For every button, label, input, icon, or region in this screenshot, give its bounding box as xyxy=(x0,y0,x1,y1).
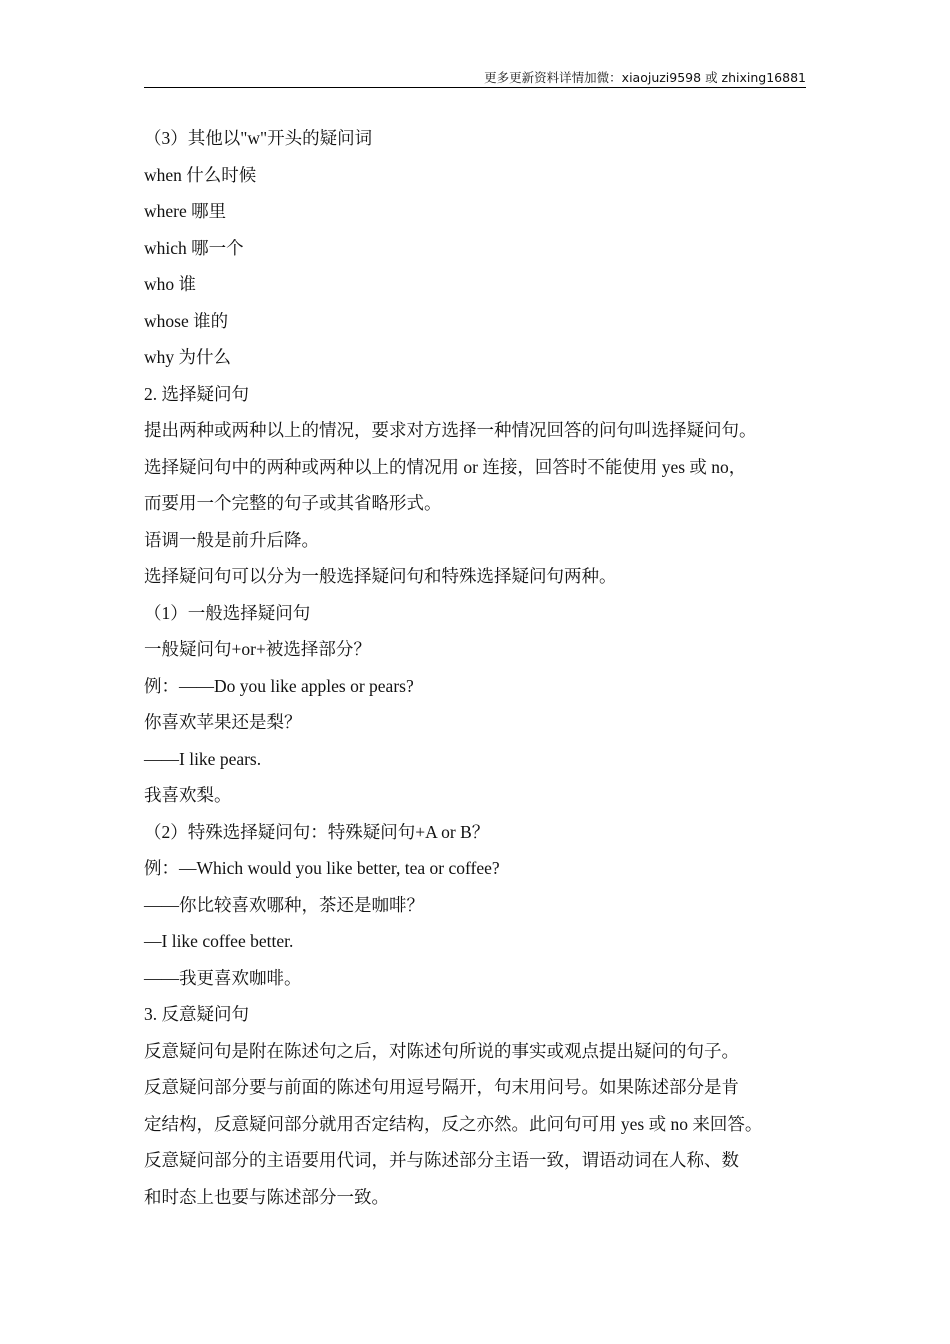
paragraph-line: 定结构，反意疑问部分就用否定结构，反之亦然。此问句可用 yes 或 no 来回答。 xyxy=(144,1113,763,1134)
example-translation: ——我更喜欢咖啡。 xyxy=(144,967,302,988)
section-heading-alternative-questions: 2. 选择疑问句 xyxy=(144,383,249,404)
paragraph-line: 反意疑问句是附在陈述句之后，对陈述句所说的事实或观点提出疑问的句子。 xyxy=(144,1040,739,1061)
vocab-why: why 为什么 xyxy=(144,347,232,367)
subheading-w-question-words: （3）其他以"w"开头的疑问词 xyxy=(144,128,373,148)
subheading-special-alternative: （2）特殊选择疑问句：特殊疑问句+A or B？ xyxy=(144,821,490,842)
formula-line: 一般疑问句+or+被选择部分？ xyxy=(144,639,371,659)
vocab-whose: whose 谁的 xyxy=(144,310,229,331)
example-line: ——I like pears. xyxy=(144,748,262,769)
header-divider xyxy=(144,87,806,88)
body-text xyxy=(144,120,814,1215)
paragraph-line: 反意疑问部分要与前面的陈述句用逗号隔开，句末用问号。如果陈述部分是肯 xyxy=(144,1077,739,1097)
paragraph-line: 提出两种或两种以上的情况，要求对方选择一种情况回答的问句叫选择疑问句。 xyxy=(144,420,757,440)
vocab-when: when 什么时候 xyxy=(144,164,257,185)
example-translation: 我喜欢梨。 xyxy=(144,785,232,805)
vocab-who: who 谁 xyxy=(144,274,197,294)
paragraph-line: 选择疑问句可以分为一般选择疑问句和特殊选择疑问句两种。 xyxy=(144,566,617,586)
vocab-where: where 哪里 xyxy=(144,201,227,221)
example-line: —I like coffee better. xyxy=(144,931,294,951)
paragraph-line: 和时态上也要与陈述部分一致。 xyxy=(144,1186,389,1207)
paragraph-line: 选择疑问句中的两种或两种以上的情况用 or 连接，回答时不能使用 yes 或 no， xyxy=(144,456,747,477)
paragraph-line: 而要用一个完整的句子或其省略形式。 xyxy=(144,493,442,513)
paragraph-line: 语调一般是前升后降。 xyxy=(144,529,319,550)
subheading-general-alternative: （1）一般选择疑问句 xyxy=(144,602,311,623)
section-heading-tag-questions: 3. 反意疑问句 xyxy=(144,1004,249,1024)
vocab-which: which 哪一个 xyxy=(144,237,244,258)
paragraph-line: 反意疑问部分的主语要用代词，并与陈述部分主语一致，谓语动词在人称、数 xyxy=(144,1150,739,1170)
example-line: 例：—Which would you like better, tea or coffee? xyxy=(144,858,500,878)
example-translation: ——你比较喜欢哪种，茶还是咖啡？ xyxy=(144,894,424,915)
example-translation: 你喜欢苹果还是梨？ xyxy=(144,712,302,732)
page-header: 更多更新资料详情加微：xiaojuzi9598 或 zhixing16881 xyxy=(484,70,806,85)
example-line: 例：——Do you like apples or pears? xyxy=(144,675,414,696)
